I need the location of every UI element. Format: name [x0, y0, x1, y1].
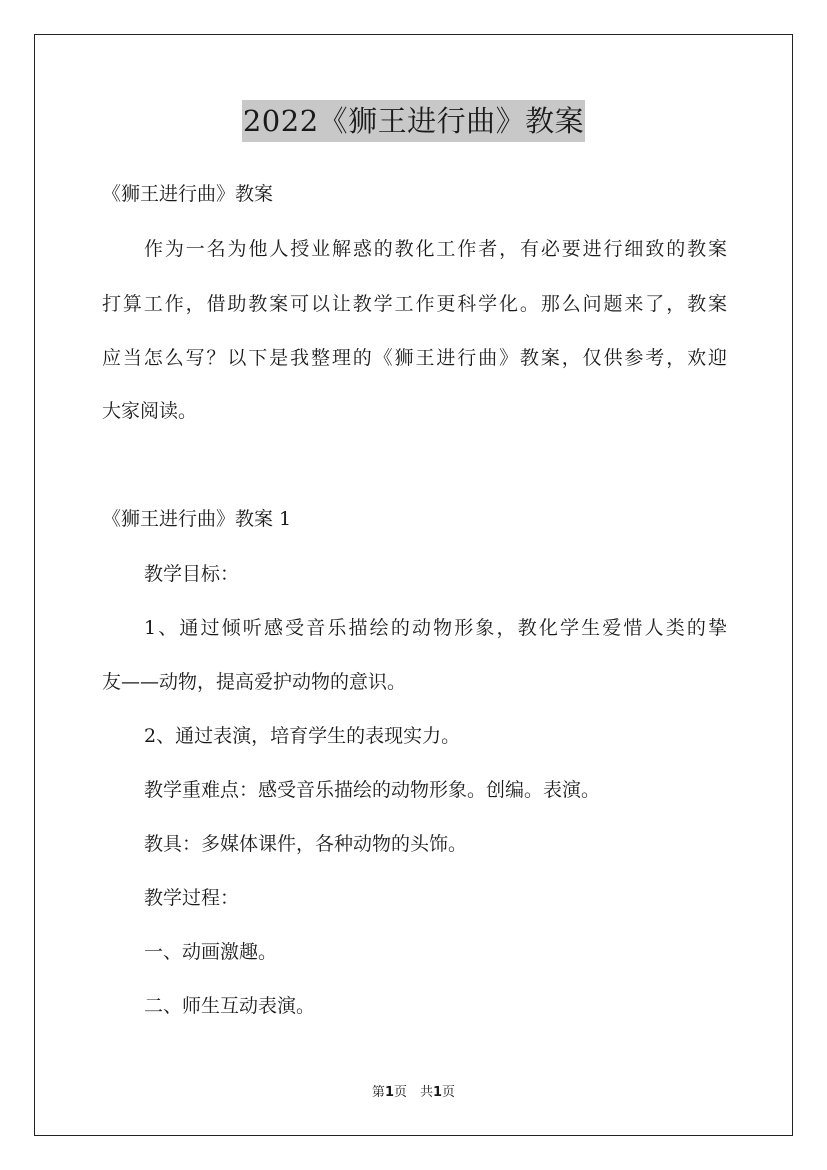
objective-2: 2、通过表演，培育学生的表现实力。 — [144, 725, 461, 747]
process-step-1: 一、动画激趣。 — [144, 941, 278, 963]
intro-line-4: 大家阅读。 — [102, 400, 198, 422]
intro-line-2: 打算工作，借助教案可以让教学工作更科学化。那么问题来了，教案 — [102, 293, 727, 315]
total-page-number: 1 — [433, 1085, 443, 1100]
process-label: 教学过程： — [144, 887, 240, 909]
footer-suffix: 页 — [442, 1085, 456, 1100]
page-footer — [0, 1085, 827, 1101]
current-page-number: 1 — [384, 1085, 394, 1100]
section-heading: 《狮王进行曲》教案 1 — [102, 508, 292, 530]
document-title: 2022《狮王进行曲》教案 — [242, 100, 585, 142]
objective-1-line-2: 友——动物，提高爱护动物的意识。 — [102, 671, 407, 693]
intro-line-1: 作为一名为他人授业解惑的教化工作者，有必要进行细致的教案 — [144, 238, 727, 260]
teaching-aids: 教具：多媒体课件，各种动物的头饰。 — [144, 833, 468, 855]
process-step-2: 二、师生互动表演。 — [144, 995, 316, 1017]
objective-1-line-1: 1、通过倾听感受音乐描绘的动物形象，教化学生爱惜人类的挚 — [144, 617, 727, 639]
intro-line-3: 应当怎么写？以下是我整理的《狮王进行曲》教案，仅供参考，欢迎 — [102, 347, 727, 369]
footer-prefix: 第 — [371, 1085, 385, 1100]
footer-mid: 页 共 — [393, 1085, 433, 1100]
title-container — [0, 100, 827, 142]
key-points: 教学重难点：感受音乐描绘的动物形象。创编。表演。 — [144, 779, 601, 801]
objectives-label: 教学目标： — [144, 563, 240, 585]
document-subtitle: 《狮王进行曲》教案 — [102, 183, 274, 205]
